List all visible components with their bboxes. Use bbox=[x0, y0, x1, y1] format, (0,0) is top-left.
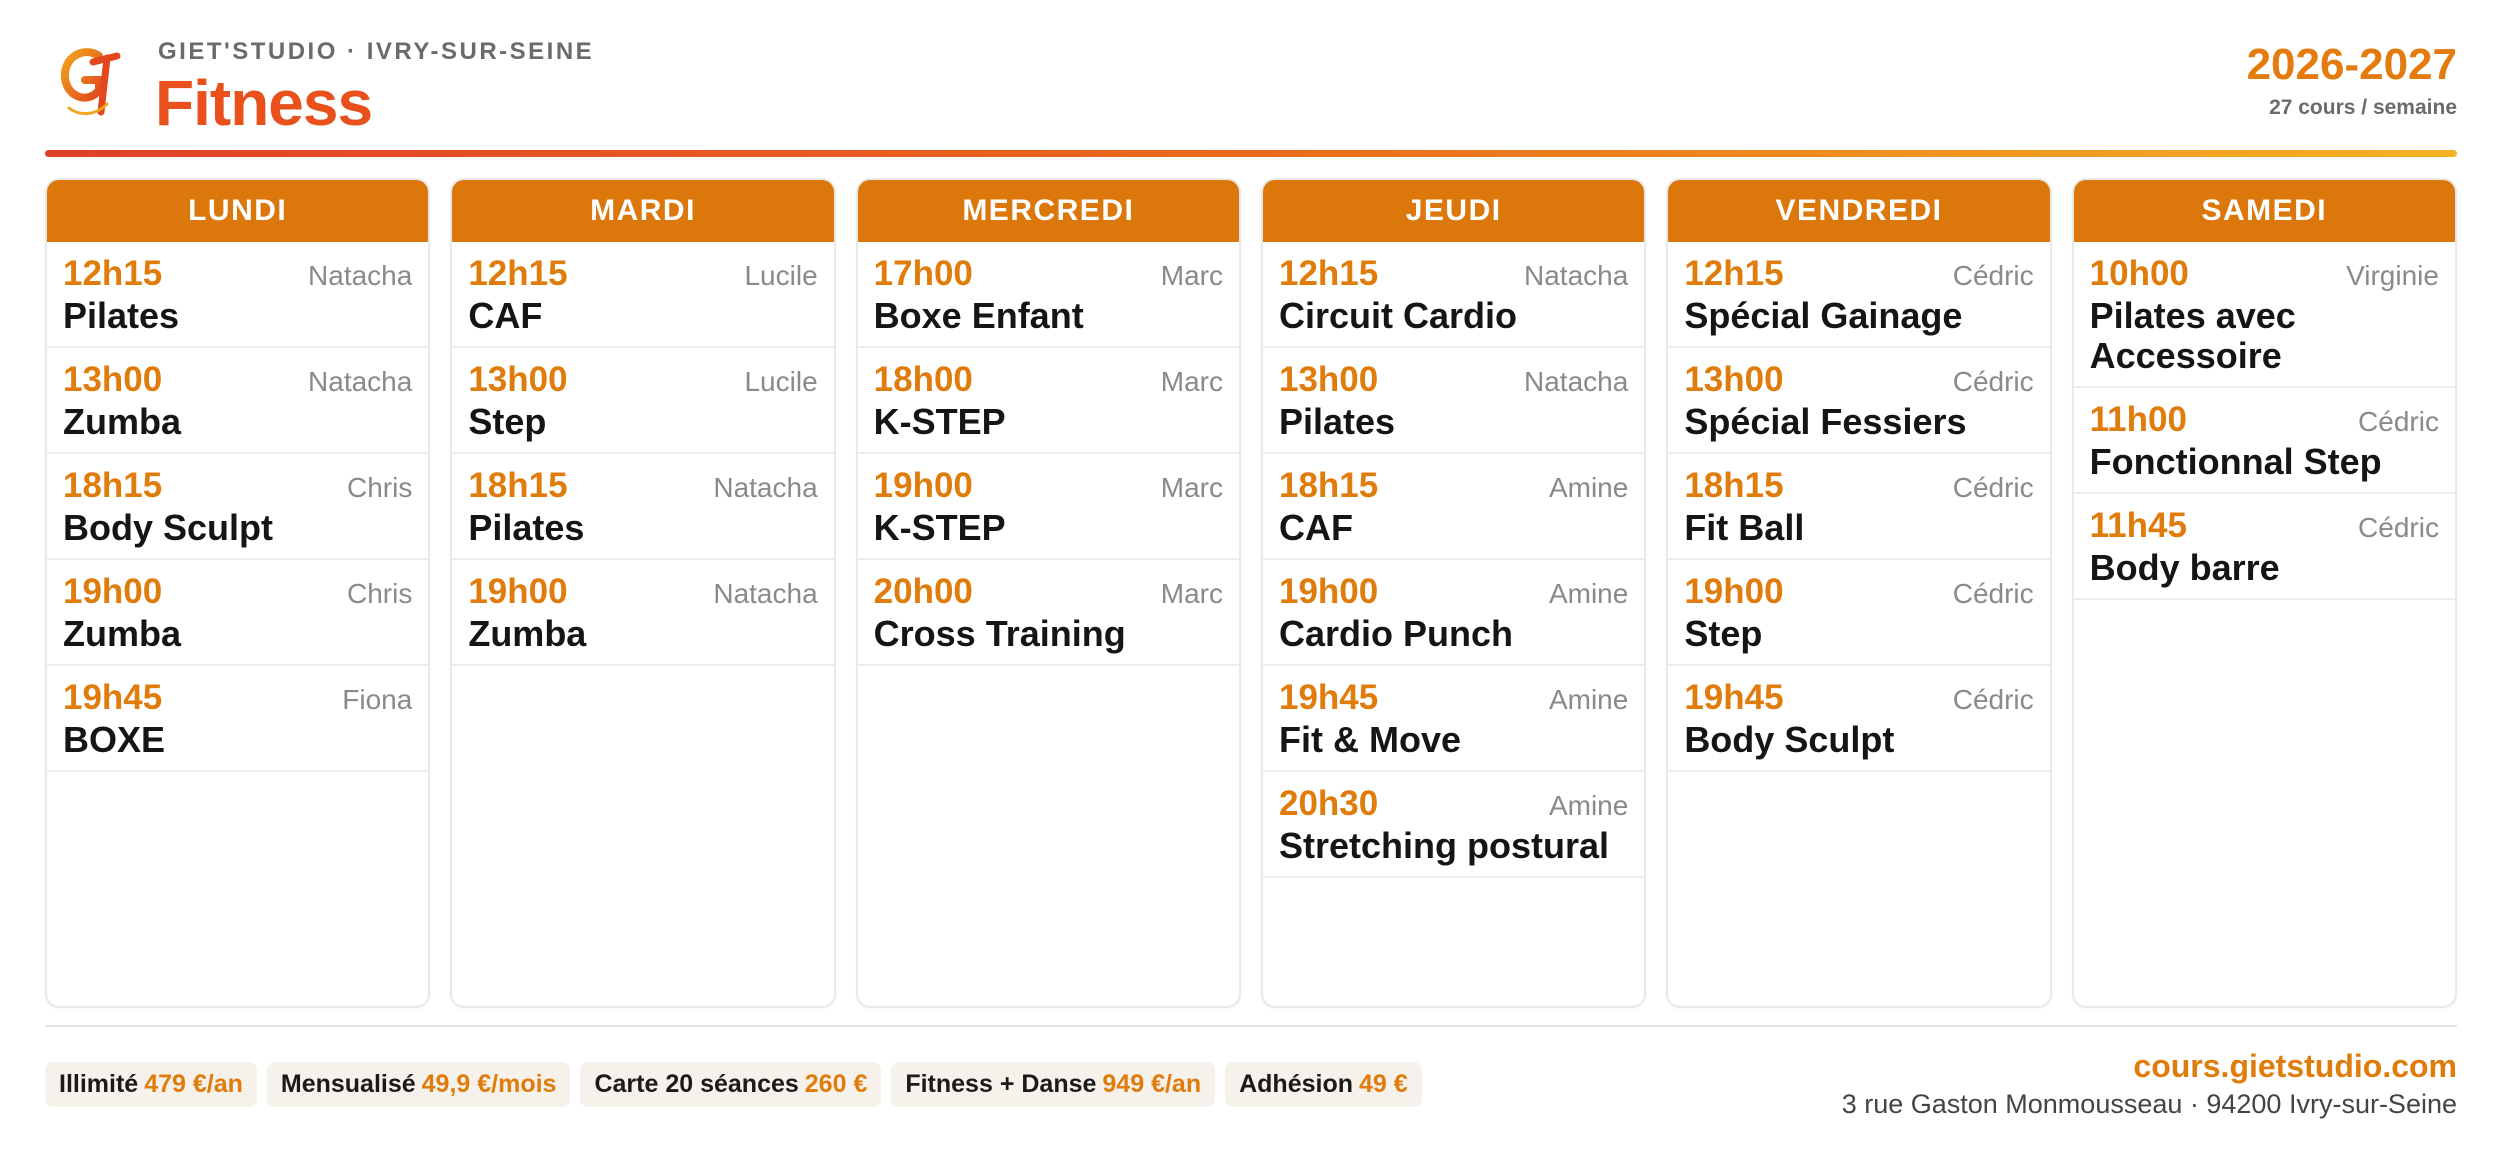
class-time: 12h15 bbox=[1684, 254, 1784, 293]
class-name: Cross Training bbox=[873, 613, 1126, 654]
class-meta bbox=[874, 572, 1223, 612]
class-name: Cardio Punch bbox=[1278, 613, 1514, 654]
class-meta bbox=[468, 572, 817, 612]
class-coach: Amine bbox=[1548, 578, 1629, 609]
studio-address: 3 rue Gaston Monmousseau · 94200 Ivry-sur-Seine bbox=[1841, 1089, 2457, 1119]
class-name: Spécial Fessiers bbox=[1684, 401, 1967, 442]
class-entry bbox=[47, 242, 428, 348]
class-coach: Natacha bbox=[308, 366, 413, 397]
class-name: Fit Ball bbox=[1684, 507, 1805, 548]
price-chip bbox=[1225, 1062, 1422, 1107]
day-column-lundi bbox=[45, 178, 430, 1008]
class-name: Pilates avec Accessoire bbox=[2089, 295, 2296, 376]
class-coach: Natacha bbox=[308, 260, 413, 291]
class-meta bbox=[1279, 466, 1628, 506]
class-time: 13h00 bbox=[63, 360, 163, 399]
class-coach: Lucile bbox=[744, 260, 818, 291]
class-coach: Chris bbox=[346, 472, 413, 503]
class-meta bbox=[63, 254, 412, 294]
price-label: Mensualisé bbox=[280, 1070, 416, 1098]
class-name: Step bbox=[468, 401, 547, 442]
day-column-jeudi bbox=[1261, 178, 1646, 1008]
class-coach: Natacha bbox=[713, 578, 818, 609]
class-meta bbox=[63, 572, 412, 612]
class-time: 13h00 bbox=[1684, 360, 1784, 399]
class-entry bbox=[1263, 560, 1644, 666]
class-time: 18h00 bbox=[873, 360, 973, 399]
class-coach: Chris bbox=[346, 578, 413, 609]
class-entry bbox=[858, 454, 1239, 560]
class-time: 11h00 bbox=[2089, 400, 2187, 439]
class-coach: Lucile bbox=[744, 366, 818, 397]
class-entry bbox=[452, 348, 833, 454]
class-time: 20h30 bbox=[1278, 784, 1379, 823]
class-entry bbox=[2074, 242, 2455, 388]
class-name: Pilates bbox=[468, 507, 585, 548]
class-time: 10h00 bbox=[2089, 254, 2189, 293]
class-meta bbox=[1279, 360, 1628, 400]
class-entry bbox=[1263, 348, 1644, 454]
class-coach: Virginie bbox=[2346, 260, 2439, 291]
class-meta bbox=[874, 360, 1223, 400]
page-title: Fitness bbox=[155, 67, 373, 139]
price-chip bbox=[580, 1062, 881, 1107]
class-entry bbox=[1668, 666, 2049, 772]
class-coach: Natacha bbox=[1524, 366, 1629, 397]
class-coach: Amine bbox=[1548, 790, 1629, 821]
class-meta bbox=[1279, 678, 1628, 718]
class-name: Pilates bbox=[1278, 401, 1396, 442]
class-time: 17h00 bbox=[873, 254, 973, 293]
class-coach: Cédric bbox=[2358, 512, 2439, 543]
class-name: Fit & Move bbox=[1278, 719, 1461, 760]
day-header: SAMEDI bbox=[2074, 180, 2455, 242]
class-meta bbox=[63, 466, 412, 506]
class-name: Boxe Enfant bbox=[873, 295, 1084, 336]
price-chip bbox=[45, 1062, 257, 1107]
class-entry bbox=[1668, 560, 2049, 666]
price-amount: 479 €/an bbox=[144, 1070, 243, 1098]
class-name: Stretching postural bbox=[1278, 825, 1610, 866]
class-entry bbox=[47, 454, 428, 560]
class-entry bbox=[1263, 242, 1644, 348]
class-coach: Cédric bbox=[1952, 366, 2034, 397]
class-time: 19h00 bbox=[1278, 572, 1379, 611]
class-name: CAF bbox=[1278, 507, 1353, 548]
class-coach: Cédric bbox=[2358, 406, 2439, 437]
class-meta bbox=[1684, 254, 2033, 294]
class-name: Fonctionnal Step bbox=[2089, 441, 2382, 482]
class-entry bbox=[858, 348, 1239, 454]
studio-subtitle: GIET'STUDIO · IVRY-SUR-SEINE bbox=[158, 38, 595, 65]
season-label: 2026-2027 bbox=[2246, 40, 2457, 89]
price-amount: 949 €/an bbox=[1102, 1070, 1202, 1098]
class-coach: Fiona bbox=[342, 684, 413, 715]
footer-divider bbox=[45, 1025, 2457, 1027]
class-entry bbox=[1263, 772, 1644, 878]
class-entry bbox=[47, 348, 428, 454]
class-name: K-STEP bbox=[873, 507, 1006, 548]
price-label: Fitness + Danse bbox=[905, 1070, 1097, 1098]
class-coach: Amine bbox=[1548, 472, 1629, 503]
class-time: 13h00 bbox=[1278, 360, 1379, 399]
class-time: 12h15 bbox=[63, 254, 163, 293]
class-time: 20h00 bbox=[873, 572, 973, 611]
class-entry bbox=[1668, 454, 2049, 560]
class-time: 19h00 bbox=[63, 572, 163, 611]
class-meta bbox=[1684, 572, 2033, 612]
class-coach: Natacha bbox=[713, 472, 818, 503]
class-name: Circuit Cardio bbox=[1278, 295, 1518, 336]
class-name: Body Sculpt bbox=[1684, 719, 1895, 760]
day-column-mardi bbox=[450, 178, 835, 1008]
class-meta bbox=[63, 360, 412, 400]
class-meta bbox=[468, 360, 817, 400]
weekly-schedule bbox=[45, 178, 2457, 1008]
class-meta bbox=[1279, 254, 1628, 294]
price-amount: 49,9 €/mois bbox=[421, 1070, 557, 1098]
class-name: Zumba bbox=[468, 613, 587, 654]
day-header: MERCREDI bbox=[858, 180, 1239, 242]
class-time: 12h15 bbox=[468, 254, 568, 293]
class-name: Zumba bbox=[63, 401, 182, 442]
day-column-samedi bbox=[2072, 178, 2457, 1008]
price-amount: 260 € bbox=[804, 1070, 868, 1098]
class-name: Body barre bbox=[2089, 547, 2280, 588]
class-meta bbox=[1684, 360, 2033, 400]
class-entry bbox=[47, 666, 428, 772]
class-coach: Marc bbox=[1160, 578, 1223, 609]
price-label: Illimité bbox=[59, 1070, 139, 1098]
header-divider bbox=[45, 150, 2457, 157]
class-count: 27 cours / semaine bbox=[2269, 96, 2457, 119]
class-coach: Marc bbox=[1160, 260, 1223, 291]
day-header: JEUDI bbox=[1263, 180, 1644, 242]
class-meta bbox=[2090, 400, 2439, 440]
class-coach: Amine bbox=[1548, 684, 1629, 715]
class-coach: Cédric bbox=[1952, 578, 2034, 609]
class-entry bbox=[1263, 666, 1644, 772]
class-name: Body Sculpt bbox=[63, 507, 274, 548]
price-list bbox=[45, 1062, 1422, 1107]
class-time: 12h15 bbox=[1278, 254, 1379, 293]
price-chip bbox=[891, 1062, 1215, 1107]
price-label: Adhésion bbox=[1239, 1070, 1353, 1098]
class-name: Spécial Gainage bbox=[1684, 295, 1963, 336]
class-time: 13h00 bbox=[468, 360, 568, 399]
class-time: 18h15 bbox=[468, 466, 568, 505]
class-entry bbox=[47, 560, 428, 666]
class-meta bbox=[468, 254, 817, 294]
class-time: 18h15 bbox=[1684, 466, 1784, 505]
day-column-mercredi bbox=[856, 178, 1241, 1008]
class-entry bbox=[1263, 454, 1644, 560]
class-meta bbox=[63, 678, 412, 718]
class-entry bbox=[858, 242, 1239, 348]
class-time: 19h45 bbox=[1684, 678, 1784, 717]
class-coach: Natacha bbox=[1524, 260, 1629, 291]
website-link[interactable]: cours.gietstudio.com bbox=[2133, 1048, 2457, 1084]
giet-studio-logo bbox=[55, 42, 125, 122]
class-entry bbox=[2074, 494, 2455, 600]
class-time: 19h45 bbox=[63, 678, 163, 717]
day-column-vendredi bbox=[1666, 178, 2051, 1008]
class-entry bbox=[452, 454, 833, 560]
class-entry bbox=[2074, 388, 2455, 494]
class-meta bbox=[874, 466, 1223, 506]
class-name: Step bbox=[1684, 613, 1763, 654]
class-name: Pilates bbox=[63, 295, 180, 336]
class-time: 18h15 bbox=[63, 466, 163, 505]
class-coach: Marc bbox=[1160, 472, 1223, 503]
class-time: 18h15 bbox=[1278, 466, 1379, 505]
class-meta bbox=[1684, 678, 2033, 718]
class-entry bbox=[858, 560, 1239, 666]
class-time: 11h45 bbox=[2089, 506, 2187, 545]
class-name: K-STEP bbox=[873, 401, 1006, 442]
class-time: 19h00 bbox=[1684, 572, 1784, 611]
class-meta bbox=[468, 466, 817, 506]
class-time: 19h45 bbox=[1278, 678, 1379, 717]
class-coach: Cédric bbox=[1952, 260, 2034, 291]
class-time: 19h00 bbox=[468, 572, 568, 611]
class-entry bbox=[452, 560, 833, 666]
price-label: Carte 20 séances bbox=[594, 1070, 799, 1098]
class-coach: Cédric bbox=[1952, 472, 2034, 503]
class-name: Zumba bbox=[63, 613, 182, 654]
page-header bbox=[45, 30, 2457, 150]
class-meta bbox=[1279, 784, 1628, 824]
class-coach: Marc bbox=[1160, 366, 1223, 397]
class-entry bbox=[1668, 348, 2049, 454]
class-coach: Cédric bbox=[1952, 684, 2034, 715]
class-entry bbox=[452, 242, 833, 348]
class-name: CAF bbox=[468, 295, 543, 336]
class-meta bbox=[1279, 572, 1628, 612]
class-entry bbox=[1668, 242, 2049, 348]
class-meta bbox=[2090, 254, 2439, 294]
price-amount: 49 € bbox=[1359, 1070, 1408, 1098]
class-meta bbox=[2090, 506, 2439, 546]
class-meta bbox=[874, 254, 1223, 294]
class-meta bbox=[1684, 466, 2033, 506]
price-chip bbox=[267, 1062, 571, 1107]
day-header: MARDI bbox=[452, 180, 833, 242]
day-header: LUNDI bbox=[47, 180, 428, 242]
class-name: BOXE bbox=[63, 719, 166, 760]
class-time: 19h00 bbox=[873, 466, 973, 505]
day-header: VENDREDI bbox=[1668, 180, 2049, 242]
